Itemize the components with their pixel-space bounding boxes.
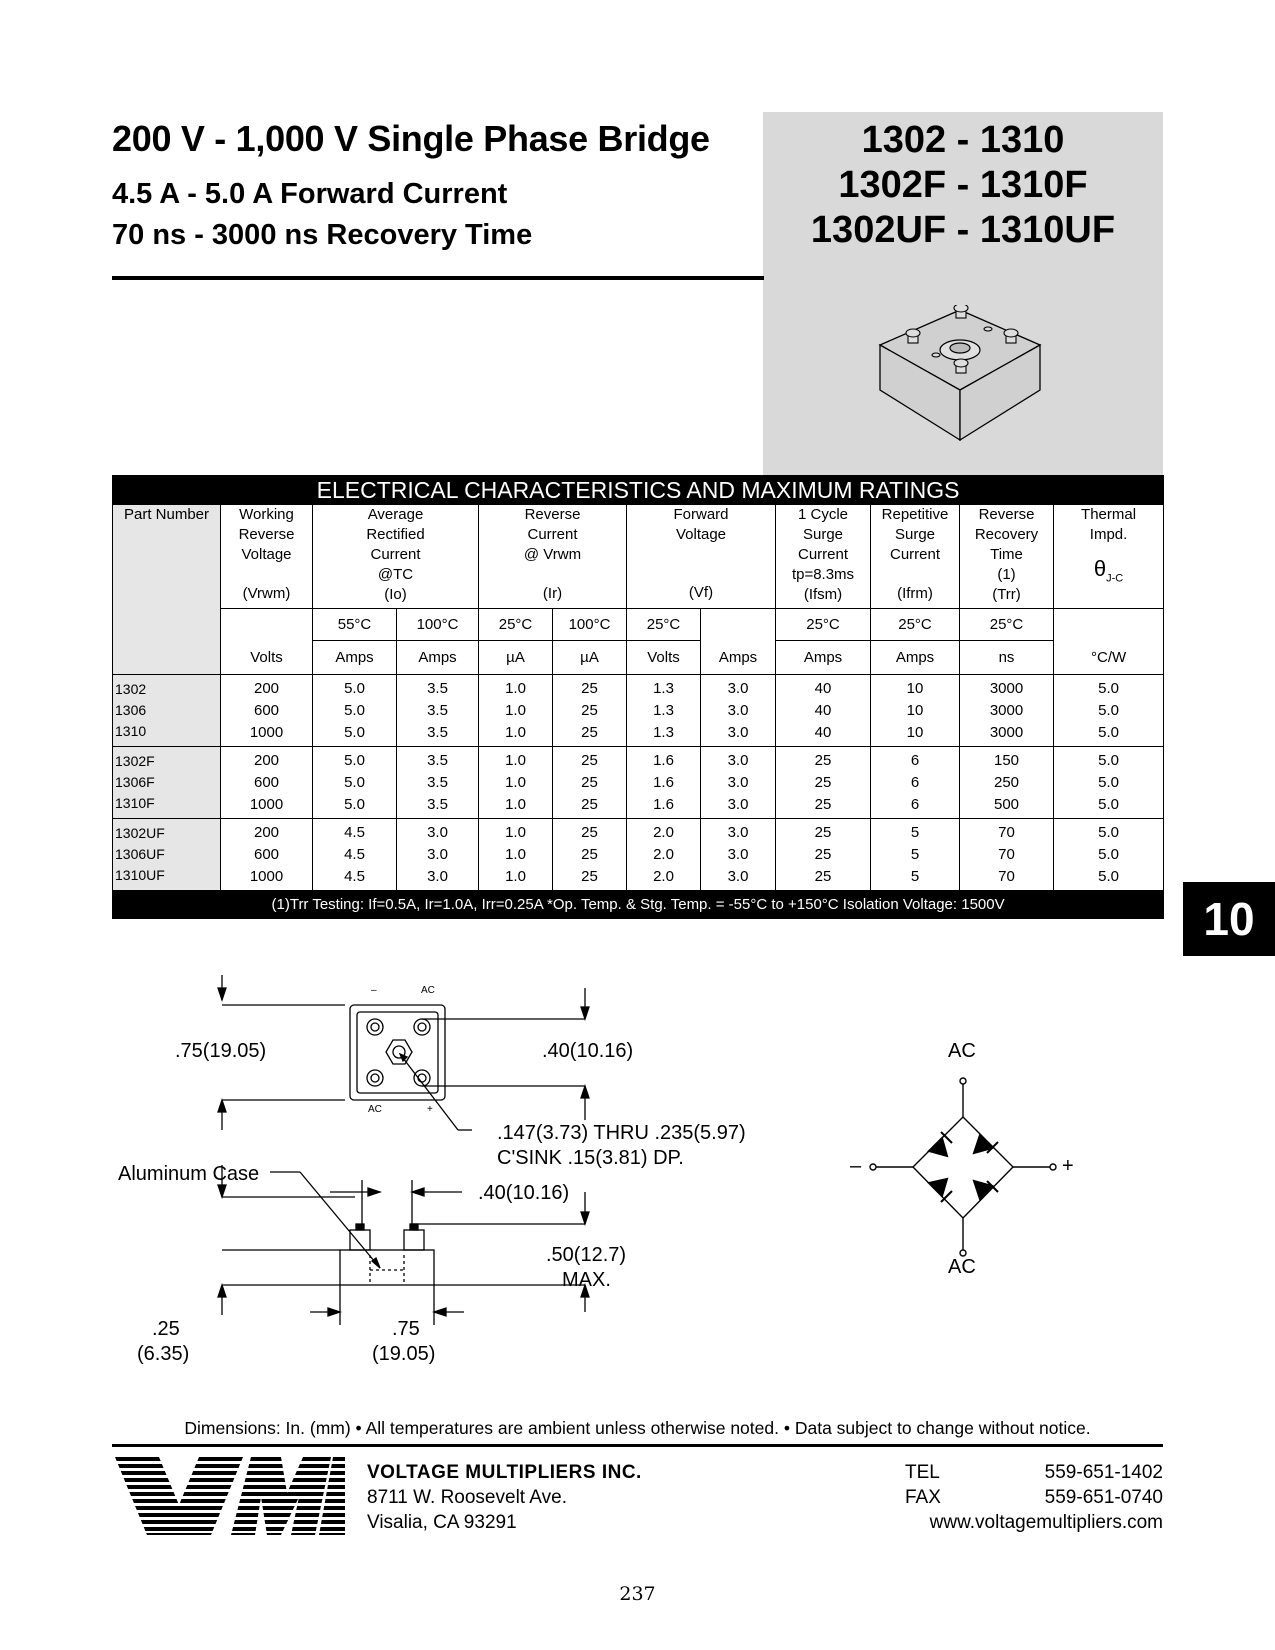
- value: 1.0: [505, 795, 526, 813]
- value-cell: [776, 675, 871, 747]
- value: 25: [581, 795, 598, 813]
- theta-symbol: θ: [1093, 556, 1107, 581]
- part-number: 1302: [115, 681, 147, 697]
- value: 25: [581, 867, 598, 885]
- value: 3.5: [427, 723, 448, 741]
- value: 25: [814, 773, 832, 791]
- value: 1000: [249, 723, 284, 741]
- value: 2.0: [653, 845, 674, 863]
- header-line: Current: [889, 546, 941, 563]
- header-line: (Vf): [688, 584, 714, 601]
- value: 25: [581, 845, 598, 863]
- pin-ac-label-bottom: AC: [368, 1104, 382, 1115]
- table-row: [113, 747, 1164, 819]
- value: 600: [253, 845, 280, 863]
- part-number-cell: [113, 747, 221, 819]
- value: 4.5: [344, 867, 365, 885]
- header-line: Current: [527, 526, 578, 543]
- value-cell: [221, 747, 313, 819]
- header-line: Working: [239, 506, 294, 523]
- value: 5.0: [1098, 773, 1119, 791]
- value: 150: [993, 751, 1020, 769]
- value: 5.0: [1098, 867, 1119, 885]
- header-line: Average: [367, 506, 424, 523]
- value: 3.0: [727, 679, 749, 697]
- temp-cell: 25°C: [960, 609, 1054, 641]
- dimensions-note: Dimensions: In. (mm) • All temperatures are ambient unless otherwise noted. • Data subject to change without notice.: [184, 1418, 1091, 1438]
- header-line: Reverse: [978, 506, 1035, 523]
- model-numbers: [763, 118, 1163, 253]
- value: 1.3: [653, 723, 674, 741]
- col-header-ir: [479, 505, 627, 609]
- value: 1.0: [505, 723, 526, 741]
- value: 25: [814, 795, 832, 813]
- pin-ac-label: AC: [421, 985, 435, 996]
- temperature-row: [113, 609, 1164, 641]
- value: 25: [814, 867, 832, 885]
- value: 5: [910, 823, 920, 841]
- header-line: Rectified: [366, 526, 425, 543]
- value-cell: [871, 819, 960, 891]
- unit-cell: µA: [553, 641, 627, 675]
- tel-label: TEL: [905, 1462, 940, 1483]
- dim-thickness-label: .25: [152, 1318, 180, 1340]
- value: 3.0: [727, 823, 749, 841]
- website-link[interactable]: www.voltagemultipliers.com: [929, 1512, 1163, 1533]
- value: 600: [253, 773, 280, 791]
- value: 1.3: [653, 701, 674, 719]
- value: 3.0: [427, 823, 448, 841]
- value: 70: [998, 823, 1015, 841]
- unit-cell: Amps: [313, 641, 397, 675]
- temp-cell: 100°C: [397, 609, 479, 641]
- value-cell: [776, 747, 871, 819]
- value: 1.6: [653, 773, 674, 791]
- value: 3.0: [727, 845, 749, 863]
- header-line: [627, 564, 775, 583]
- value-cell: [627, 747, 701, 819]
- subtitle-recovery: 70 ns - 3000 ns Recovery Time: [112, 219, 533, 251]
- header-line: Surge: [802, 526, 844, 543]
- value: 25: [581, 751, 598, 769]
- value: 3.0: [427, 867, 448, 885]
- part-number: 1310UF: [115, 867, 165, 883]
- value: 3.5: [427, 773, 448, 791]
- value: 5.0: [344, 723, 365, 741]
- value: 5.0: [1098, 679, 1119, 697]
- hole-note-line1: .147(3.73) THRU .235(5.97): [497, 1122, 746, 1144]
- value: 200: [253, 679, 280, 697]
- header-line: (Ifrm): [897, 585, 933, 602]
- unit-cell: Volts: [221, 641, 313, 675]
- header-line: (Ifsm): [803, 586, 843, 603]
- table-footnote: (1)Trr Testing: If=0.5A, Ir=1.0A, Irr=0.25A *Op. Temp. & Stg. Temp. = -55°C to +150°C Isolation Voltage: 1500V: [113, 891, 1164, 919]
- value: 2.0: [653, 823, 674, 841]
- value: 5.0: [1098, 823, 1119, 841]
- header-line: Impd.: [1089, 526, 1128, 543]
- value-cell: [1054, 747, 1164, 819]
- value: 200: [253, 751, 280, 769]
- dim-max-height-label: .50(12.7): [546, 1244, 627, 1266]
- value: 5: [910, 867, 920, 885]
- value: 3.0: [727, 795, 749, 813]
- header-line: Voltage: [675, 526, 727, 543]
- header-line: Forward: [673, 506, 729, 523]
- unit-cell: Volts: [627, 641, 701, 675]
- part-number: 1310F: [115, 795, 155, 811]
- value-cell: [776, 819, 871, 891]
- value: 1000: [249, 867, 284, 885]
- value: 1.0: [505, 845, 526, 863]
- value: 3.0: [727, 751, 749, 769]
- part-number: 1306: [115, 702, 147, 718]
- value: 1.6: [653, 751, 674, 769]
- temp-cell: 25°C: [479, 609, 553, 641]
- header-line: (Trr): [992, 586, 1021, 603]
- value-cell: [1054, 675, 1164, 747]
- value: 600: [253, 701, 280, 719]
- header-line: Thermal: [1081, 506, 1137, 523]
- temp-cell: 25°C: [871, 609, 960, 641]
- value: 5.0: [1098, 701, 1119, 719]
- value: 1.0: [505, 773, 526, 791]
- units-row: [113, 641, 1164, 675]
- col-header-ifrm: [871, 505, 960, 609]
- hole-note-line2: C'SINK .15(3.81) DP.: [497, 1147, 684, 1169]
- value: 3.5: [427, 751, 448, 769]
- value-cell: [397, 675, 479, 747]
- schematic-plus: +: [1062, 1155, 1074, 1177]
- value: 10: [906, 701, 924, 719]
- value: 25: [581, 701, 598, 719]
- table-row: [113, 819, 1164, 891]
- header-line: [479, 565, 626, 584]
- value-cell: [960, 819, 1054, 891]
- company-address-line1: 8711 W. Roosevelt Ave.: [367, 1487, 567, 1508]
- value-cell: [627, 819, 701, 891]
- part-number: 1306UF: [115, 846, 165, 862]
- value: 3.5: [427, 795, 448, 813]
- model-range: 1302UF - 1310UF: [810, 209, 1116, 251]
- value-cell: [627, 675, 701, 747]
- pin-minus-label: –: [371, 985, 377, 996]
- case-label: Aluminum Case: [118, 1163, 260, 1185]
- value: 25: [581, 823, 598, 841]
- header-line: (1): [997, 566, 1016, 583]
- schematic-ac-bottom: AC: [948, 1256, 976, 1278]
- dim-width-label: .75: [392, 1318, 420, 1340]
- value: 25: [581, 679, 598, 697]
- value: 5.0: [344, 679, 365, 697]
- col-header-vf: [627, 505, 776, 609]
- company-name: VOLTAGE MULTIPLIERS INC.: [367, 1462, 642, 1483]
- unit-cell: Amps: [776, 641, 871, 675]
- fax-label: FAX: [905, 1487, 941, 1508]
- value-cell: [960, 747, 1054, 819]
- header-left: [112, 118, 752, 252]
- value: 25: [814, 845, 832, 863]
- value: 6: [910, 773, 920, 791]
- schematic-ac-top: AC: [948, 1040, 976, 1062]
- value: 5: [910, 845, 920, 863]
- part-number-cell: [113, 675, 221, 747]
- value-cell: [553, 747, 627, 819]
- header-line: (Ir): [542, 585, 563, 602]
- value: 1.3: [653, 679, 674, 697]
- value-cell: [313, 675, 397, 747]
- header-line: @ Vrwm: [523, 546, 582, 563]
- part-number: 1306F: [115, 774, 155, 790]
- value: 5.0: [1098, 795, 1119, 813]
- value: 5.0: [344, 701, 365, 719]
- section-tab: 10: [1183, 882, 1275, 956]
- header-line: (Vrwm): [242, 585, 291, 602]
- header-line: tp=8.3ms: [791, 566, 855, 583]
- value-cell: [221, 819, 313, 891]
- unit-cell: ns: [960, 641, 1054, 675]
- value: 3.5: [427, 701, 448, 719]
- dim-side-pin-spacing-label: .40(10.16): [478, 1182, 570, 1204]
- part-number-cell: [113, 819, 221, 891]
- temp-cell: [221, 609, 313, 641]
- header-line: Repetitive: [881, 506, 949, 523]
- header-rule: [112, 276, 764, 280]
- unit-cell: µA: [479, 641, 553, 675]
- value-cell: [397, 819, 479, 891]
- value: 5.0: [344, 795, 365, 813]
- value: 25: [814, 823, 832, 841]
- temp-cell: 100°C: [553, 609, 627, 641]
- col-header-vrwm: [221, 505, 313, 609]
- theta-subscript: J-C: [1106, 572, 1124, 585]
- header-line: Recovery: [974, 526, 1039, 543]
- page-number: 237: [619, 1583, 656, 1605]
- value-cell: [701, 747, 776, 819]
- value: 10: [906, 679, 924, 697]
- value: 3000: [989, 723, 1024, 741]
- header-line: Reverse: [238, 526, 295, 543]
- dim-width-mm-label: (19.05): [372, 1343, 436, 1365]
- temp-cell: 25°C: [776, 609, 871, 641]
- value-cell: [1054, 819, 1164, 891]
- value: 5.0: [344, 751, 365, 769]
- col-header-ifsm: [776, 505, 871, 609]
- value: 3000: [989, 701, 1024, 719]
- value: 25: [581, 773, 598, 791]
- value: 3.5: [427, 679, 448, 697]
- contact-block: [905, 1460, 1163, 1535]
- value-cell: [553, 675, 627, 747]
- part-number: 1302F: [115, 753, 155, 769]
- header-line: @TC: [377, 566, 414, 583]
- value: 25: [581, 723, 598, 741]
- temp-cell: 25°C: [627, 609, 701, 641]
- value: 6: [910, 795, 920, 813]
- header-line: Current: [797, 546, 849, 563]
- value: 3.0: [427, 845, 448, 863]
- value: 1.0: [505, 701, 526, 719]
- fax-number: 559-651-0740: [1044, 1487, 1163, 1508]
- header-line: Time: [990, 546, 1023, 563]
- value: 3000: [989, 679, 1024, 697]
- table-data-body: [113, 675, 1164, 891]
- col-header-trr: [960, 505, 1054, 609]
- pin-plus-label: +: [427, 1104, 433, 1115]
- unit-cell: Amps: [397, 641, 479, 675]
- value-cell: [701, 675, 776, 747]
- value-cell: [221, 675, 313, 747]
- value: 40: [814, 701, 832, 719]
- value: 2.0: [653, 867, 674, 885]
- value: 500: [993, 795, 1020, 813]
- dim-thickness-mm-label: (6.35): [137, 1343, 190, 1365]
- value: 25: [814, 751, 832, 769]
- header-line: Surge: [894, 526, 936, 543]
- value: 250: [993, 773, 1020, 791]
- value-cell: [313, 819, 397, 891]
- temp-cell: 55°C: [313, 609, 397, 641]
- dim-pin-spacing-label: .40(10.16): [542, 1040, 634, 1062]
- value: 3.0: [727, 773, 749, 791]
- value: 200: [253, 823, 280, 841]
- header-line: Current: [370, 546, 421, 563]
- page-title: 200 V - 1,000 V Single Phase Bridge: [112, 118, 710, 159]
- value: 3.0: [727, 701, 749, 719]
- unit-cell: °C/W: [1054, 641, 1164, 675]
- company-block: [367, 1460, 642, 1535]
- header-line: [221, 565, 312, 584]
- value: 1.6: [653, 795, 674, 813]
- model-range: 1302F - 1310F: [838, 164, 1088, 206]
- value: 40: [814, 723, 832, 741]
- package-isometric-image: [870, 305, 1050, 445]
- value-cell: [553, 819, 627, 891]
- value: 1.0: [505, 867, 526, 885]
- header-line: 1 Cycle: [797, 506, 849, 523]
- header-line: Voltage: [241, 546, 292, 563]
- value-cell: [960, 675, 1054, 747]
- value: 5.0: [344, 773, 365, 791]
- value: 70: [998, 845, 1015, 863]
- temp-cell: [701, 609, 776, 641]
- value: 3.0: [727, 723, 749, 741]
- value-cell: [871, 747, 960, 819]
- unit-cell: Amps: [701, 641, 776, 675]
- header-line: [627, 545, 775, 564]
- value: 10: [906, 723, 924, 741]
- temp-cell: [1054, 609, 1164, 641]
- value: 5.0: [1098, 723, 1119, 741]
- part-number: 1302UF: [115, 825, 165, 841]
- value: 3.0: [727, 867, 749, 885]
- value: 1.0: [505, 823, 526, 841]
- dim-max-label: MAX.: [562, 1269, 611, 1291]
- footer-rule: [112, 1444, 1163, 1447]
- schematic-minus: –: [850, 1155, 862, 1177]
- value-cell: [871, 675, 960, 747]
- tel-number: 559-651-1402: [1044, 1462, 1163, 1483]
- value: 40: [814, 679, 832, 697]
- part-number: 1310: [115, 723, 147, 739]
- header-line: [871, 565, 959, 584]
- bridge-schematic: [840, 1075, 1080, 1265]
- value-cell: [397, 747, 479, 819]
- table-title: ELECTRICAL CHARACTERISTICS AND MAXIMUM RATINGS: [113, 476, 1164, 505]
- value: 1.0: [505, 751, 526, 769]
- value: 1.0: [505, 679, 526, 697]
- value: 4.5: [344, 823, 365, 841]
- value: 6: [910, 751, 920, 769]
- value-cell: [313, 747, 397, 819]
- col-header-thermal: [1054, 505, 1164, 609]
- table-row: [113, 675, 1164, 747]
- value-cell: [479, 747, 553, 819]
- value: 5.0: [1098, 751, 1119, 769]
- col-header-io: [313, 505, 479, 609]
- vmi-logo: [115, 1457, 345, 1535]
- ratings-table: [112, 475, 1164, 919]
- value: 70: [998, 867, 1015, 885]
- value: 4.5: [344, 845, 365, 863]
- header-line: (Io): [384, 586, 407, 603]
- part-number-header: Part Number: [113, 505, 221, 675]
- value-cell: [479, 819, 553, 891]
- value: 1000: [249, 795, 284, 813]
- company-address-line2: Visalia, CA 93291: [367, 1512, 517, 1533]
- header-line: Reverse: [524, 506, 581, 523]
- model-range: 1302 - 1310: [861, 119, 1065, 161]
- value-cell: [701, 819, 776, 891]
- unit-cell: Amps: [871, 641, 960, 675]
- dim-height-label: .75(19.05): [175, 1040, 267, 1062]
- subtitle-current: 4.5 A - 5.0 A Forward Current: [112, 178, 508, 210]
- value: 5.0: [1098, 845, 1119, 863]
- value-cell: [479, 675, 553, 747]
